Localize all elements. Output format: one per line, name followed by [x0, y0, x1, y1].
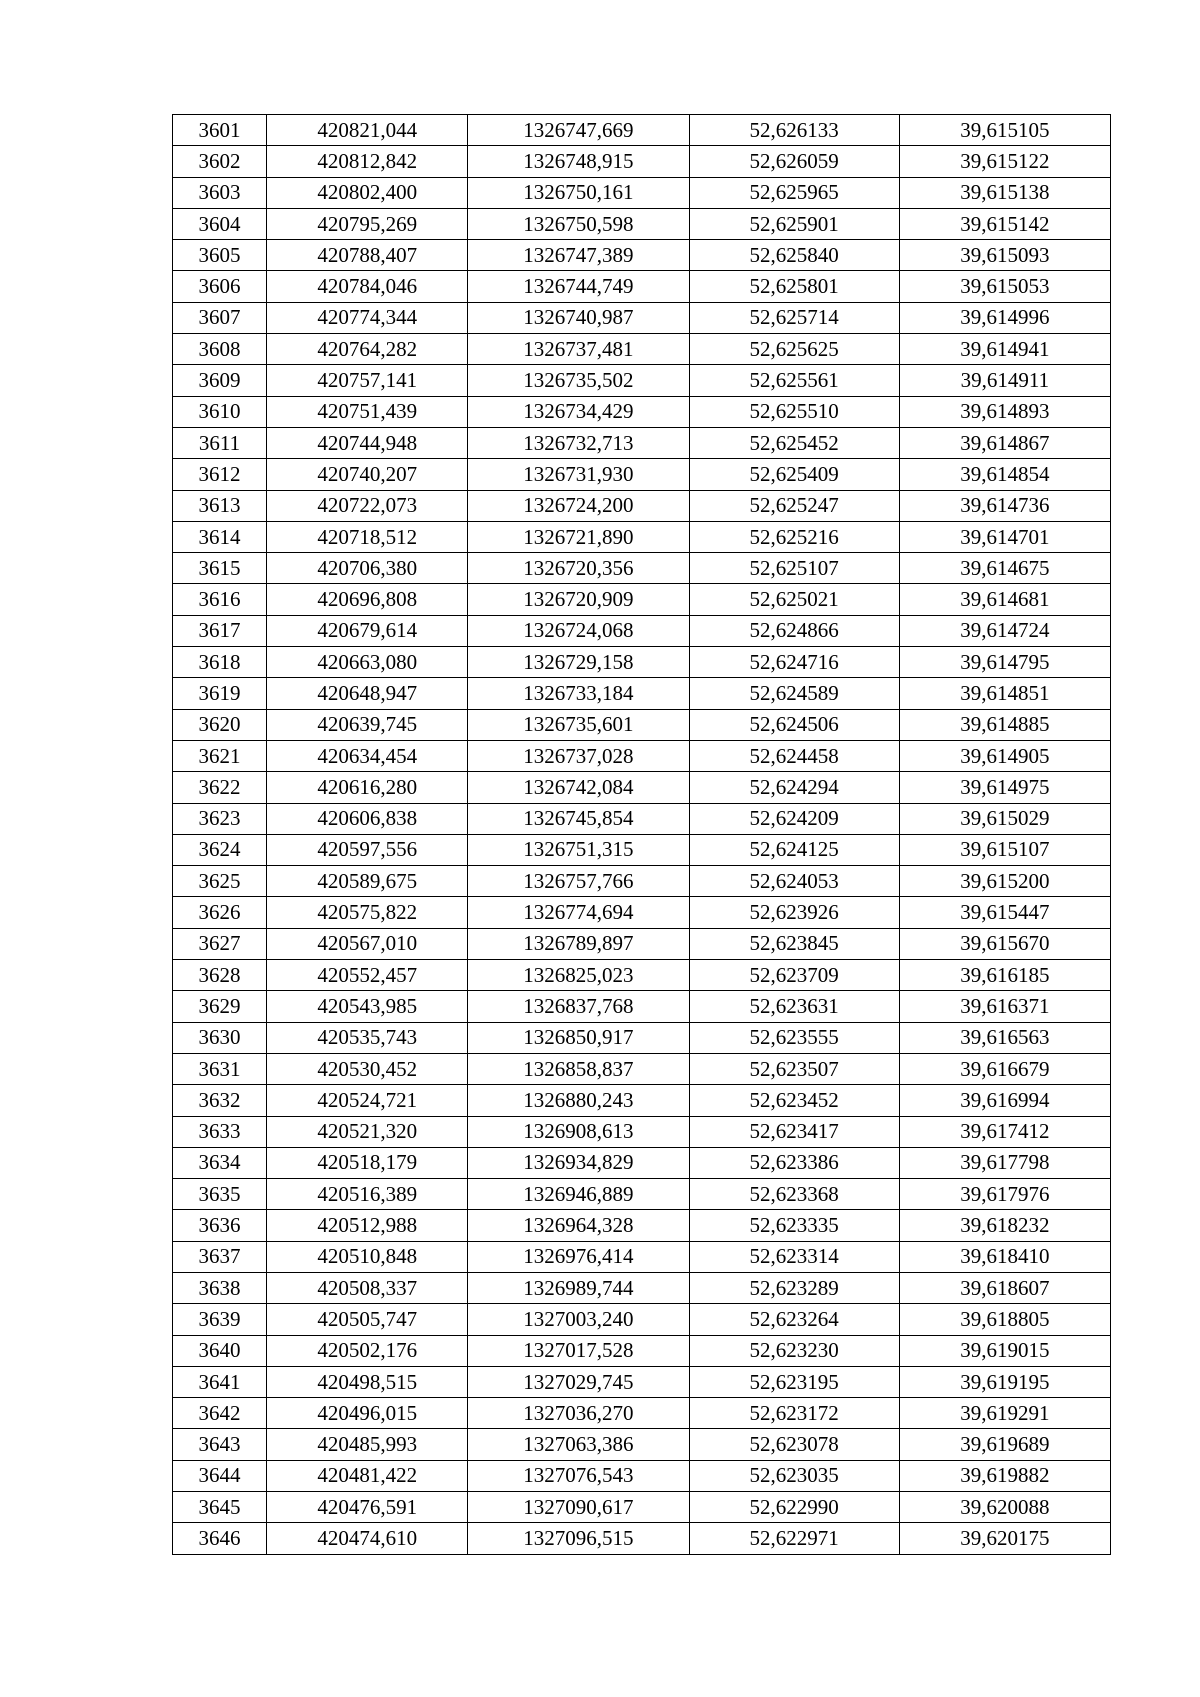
longitude-cell: 39,616185 — [899, 960, 1110, 991]
y-coordinate-cell: 1326858,837 — [468, 1053, 689, 1084]
x-coordinate-cell: 420505,747 — [267, 1304, 468, 1335]
point-number-cell: 3607 — [173, 302, 267, 333]
longitude-cell: 39,618607 — [899, 1272, 1110, 1303]
x-coordinate-cell: 420521,320 — [267, 1116, 468, 1147]
latitude-cell: 52,623507 — [689, 1053, 899, 1084]
longitude-cell: 39,614736 — [899, 490, 1110, 521]
latitude-cell: 52,624866 — [689, 615, 899, 646]
latitude-cell: 52,624053 — [689, 866, 899, 897]
x-coordinate-cell: 420496,015 — [267, 1398, 468, 1429]
longitude-cell: 39,620175 — [899, 1523, 1110, 1554]
point-number-cell: 3626 — [173, 897, 267, 928]
point-number-cell: 3645 — [173, 1492, 267, 1523]
table-row — [173, 334, 1111, 365]
latitude-cell: 52,626133 — [689, 115, 899, 146]
x-coordinate-cell: 420502,176 — [267, 1335, 468, 1366]
point-number-cell: 3631 — [173, 1053, 267, 1084]
table-row — [173, 365, 1111, 396]
table-row — [173, 240, 1111, 271]
x-coordinate-cell: 420476,591 — [267, 1492, 468, 1523]
x-coordinate-cell: 420718,512 — [267, 521, 468, 552]
x-coordinate-cell: 420788,407 — [267, 240, 468, 271]
x-coordinate-cell: 420722,073 — [267, 490, 468, 521]
y-coordinate-cell: 1326745,854 — [468, 803, 689, 834]
y-coordinate-cell: 1326724,200 — [468, 490, 689, 521]
longitude-cell: 39,614724 — [899, 615, 1110, 646]
point-number-cell: 3617 — [173, 615, 267, 646]
x-coordinate-cell: 420510,848 — [267, 1241, 468, 1272]
y-coordinate-cell: 1326724,068 — [468, 615, 689, 646]
y-coordinate-cell: 1326729,158 — [468, 647, 689, 678]
longitude-cell: 39,619015 — [899, 1335, 1110, 1366]
point-number-cell: 3619 — [173, 678, 267, 709]
longitude-cell: 39,617798 — [899, 1147, 1110, 1178]
x-coordinate-cell: 420740,207 — [267, 459, 468, 490]
point-number-cell: 3620 — [173, 709, 267, 740]
x-coordinate-cell: 420524,721 — [267, 1085, 468, 1116]
table-row — [173, 521, 1111, 552]
table-row — [173, 146, 1111, 177]
x-coordinate-cell: 420639,745 — [267, 709, 468, 740]
y-coordinate-cell: 1326744,749 — [468, 271, 689, 302]
y-coordinate-cell: 1327096,515 — [468, 1523, 689, 1554]
y-coordinate-cell: 1326976,414 — [468, 1241, 689, 1272]
y-coordinate-cell: 1326735,502 — [468, 365, 689, 396]
table-row — [173, 1429, 1111, 1460]
longitude-cell: 39,614675 — [899, 553, 1110, 584]
point-number-cell: 3632 — [173, 1085, 267, 1116]
table-row — [173, 866, 1111, 897]
x-coordinate-cell: 420530,452 — [267, 1053, 468, 1084]
point-number-cell: 3602 — [173, 146, 267, 177]
latitude-cell: 52,625714 — [689, 302, 899, 333]
y-coordinate-cell: 1326789,897 — [468, 928, 689, 959]
table-row — [173, 834, 1111, 865]
y-coordinate-cell: 1326732,713 — [468, 427, 689, 458]
x-coordinate-cell: 420795,269 — [267, 208, 468, 239]
longitude-cell: 39,615142 — [899, 208, 1110, 239]
y-coordinate-cell: 1326720,909 — [468, 584, 689, 615]
table-row — [173, 1053, 1111, 1084]
table-row — [173, 1147, 1111, 1178]
table-row — [173, 553, 1111, 584]
latitude-cell: 52,625247 — [689, 490, 899, 521]
point-number-cell: 3628 — [173, 960, 267, 991]
longitude-cell: 39,615093 — [899, 240, 1110, 271]
latitude-cell: 52,624716 — [689, 647, 899, 678]
point-number-cell: 3606 — [173, 271, 267, 302]
y-coordinate-cell: 1327017,528 — [468, 1335, 689, 1366]
table-row — [173, 1085, 1111, 1116]
x-coordinate-cell: 420634,454 — [267, 740, 468, 771]
table-row — [173, 647, 1111, 678]
y-coordinate-cell: 1326747,389 — [468, 240, 689, 271]
latitude-cell: 52,625452 — [689, 427, 899, 458]
y-coordinate-cell: 1326742,084 — [468, 772, 689, 803]
latitude-cell: 52,622971 — [689, 1523, 899, 1554]
y-coordinate-cell: 1327090,617 — [468, 1492, 689, 1523]
longitude-cell: 39,614795 — [899, 647, 1110, 678]
longitude-cell: 39,615200 — [899, 866, 1110, 897]
latitude-cell: 52,623035 — [689, 1460, 899, 1491]
latitude-cell: 52,623452 — [689, 1085, 899, 1116]
point-number-cell: 3612 — [173, 459, 267, 490]
table-row — [173, 115, 1111, 146]
point-number-cell: 3613 — [173, 490, 267, 521]
x-coordinate-cell: 420575,822 — [267, 897, 468, 928]
longitude-cell: 39,614701 — [899, 521, 1110, 552]
table-row — [173, 490, 1111, 521]
x-coordinate-cell: 420512,988 — [267, 1210, 468, 1241]
longitude-cell: 39,619689 — [899, 1429, 1110, 1460]
x-coordinate-cell: 420498,515 — [267, 1366, 468, 1397]
y-coordinate-cell: 1326850,917 — [468, 1022, 689, 1053]
latitude-cell: 52,623264 — [689, 1304, 899, 1335]
x-coordinate-cell: 420802,400 — [267, 177, 468, 208]
point-number-cell: 3643 — [173, 1429, 267, 1460]
latitude-cell: 52,625840 — [689, 240, 899, 271]
latitude-cell: 52,623845 — [689, 928, 899, 959]
y-coordinate-cell: 1326735,601 — [468, 709, 689, 740]
point-number-cell: 3627 — [173, 928, 267, 959]
y-coordinate-cell: 1327029,745 — [468, 1366, 689, 1397]
table-row — [173, 177, 1111, 208]
latitude-cell: 52,623195 — [689, 1366, 899, 1397]
latitude-cell: 52,623314 — [689, 1241, 899, 1272]
latitude-cell: 52,625965 — [689, 177, 899, 208]
point-number-cell: 3609 — [173, 365, 267, 396]
table-row — [173, 740, 1111, 771]
coordinates-table — [172, 114, 1111, 1555]
table-row — [173, 1335, 1111, 1366]
longitude-cell: 39,614905 — [899, 740, 1110, 771]
longitude-cell: 39,616371 — [899, 991, 1110, 1022]
table-row — [173, 584, 1111, 615]
x-coordinate-cell: 420485,993 — [267, 1429, 468, 1460]
table-row — [173, 1116, 1111, 1147]
longitude-cell: 39,614854 — [899, 459, 1110, 490]
x-coordinate-cell: 420616,280 — [267, 772, 468, 803]
y-coordinate-cell: 1326720,356 — [468, 553, 689, 584]
latitude-cell: 52,622990 — [689, 1492, 899, 1523]
table-row — [173, 459, 1111, 490]
longitude-cell: 39,614941 — [899, 334, 1110, 365]
x-coordinate-cell: 420508,337 — [267, 1272, 468, 1303]
longitude-cell: 39,617976 — [899, 1179, 1110, 1210]
longitude-cell: 39,615029 — [899, 803, 1110, 834]
longitude-cell: 39,617412 — [899, 1116, 1110, 1147]
y-coordinate-cell: 1327003,240 — [468, 1304, 689, 1335]
point-number-cell: 3603 — [173, 177, 267, 208]
point-number-cell: 3610 — [173, 396, 267, 427]
longitude-cell: 39,619195 — [899, 1366, 1110, 1397]
y-coordinate-cell: 1326731,930 — [468, 459, 689, 490]
y-coordinate-cell: 1326964,328 — [468, 1210, 689, 1241]
longitude-cell: 39,614851 — [899, 678, 1110, 709]
point-number-cell: 3640 — [173, 1335, 267, 1366]
longitude-cell: 39,616679 — [899, 1053, 1110, 1084]
table-row — [173, 1179, 1111, 1210]
x-coordinate-cell: 420567,010 — [267, 928, 468, 959]
longitude-cell: 39,614681 — [899, 584, 1110, 615]
table-row — [173, 1272, 1111, 1303]
y-coordinate-cell: 1326740,987 — [468, 302, 689, 333]
longitude-cell: 39,614885 — [899, 709, 1110, 740]
longitude-cell: 39,614893 — [899, 396, 1110, 427]
latitude-cell: 52,625561 — [689, 365, 899, 396]
point-number-cell: 3624 — [173, 834, 267, 865]
table-row — [173, 1398, 1111, 1429]
table-row — [173, 960, 1111, 991]
latitude-cell: 52,625510 — [689, 396, 899, 427]
y-coordinate-cell: 1326825,023 — [468, 960, 689, 991]
point-number-cell: 3611 — [173, 427, 267, 458]
x-coordinate-cell: 420696,808 — [267, 584, 468, 615]
latitude-cell: 52,623386 — [689, 1147, 899, 1178]
point-number-cell: 3622 — [173, 772, 267, 803]
x-coordinate-cell: 420784,046 — [267, 271, 468, 302]
x-coordinate-cell: 420535,743 — [267, 1022, 468, 1053]
x-coordinate-cell: 420821,044 — [267, 115, 468, 146]
x-coordinate-cell: 420663,080 — [267, 647, 468, 678]
point-number-cell: 3625 — [173, 866, 267, 897]
point-number-cell: 3642 — [173, 1398, 267, 1429]
x-coordinate-cell: 420474,610 — [267, 1523, 468, 1554]
point-number-cell: 3634 — [173, 1147, 267, 1178]
x-coordinate-cell: 420606,838 — [267, 803, 468, 834]
latitude-cell: 52,625409 — [689, 459, 899, 490]
x-coordinate-cell: 420706,380 — [267, 553, 468, 584]
x-coordinate-cell: 420516,389 — [267, 1179, 468, 1210]
latitude-cell: 52,624209 — [689, 803, 899, 834]
longitude-cell: 39,615670 — [899, 928, 1110, 959]
coordinates-table-body — [173, 115, 1111, 1555]
point-number-cell: 3608 — [173, 334, 267, 365]
x-coordinate-cell: 420543,985 — [267, 991, 468, 1022]
point-number-cell: 3614 — [173, 521, 267, 552]
table-row — [173, 1523, 1111, 1554]
longitude-cell: 39,614911 — [899, 365, 1110, 396]
table-row — [173, 772, 1111, 803]
table-row — [173, 991, 1111, 1022]
y-coordinate-cell: 1326737,028 — [468, 740, 689, 771]
y-coordinate-cell: 1326750,161 — [468, 177, 689, 208]
point-number-cell: 3639 — [173, 1304, 267, 1335]
longitude-cell: 39,615107 — [899, 834, 1110, 865]
y-coordinate-cell: 1327036,270 — [468, 1398, 689, 1429]
point-number-cell: 3635 — [173, 1179, 267, 1210]
longitude-cell: 39,619882 — [899, 1460, 1110, 1491]
table-row — [173, 615, 1111, 646]
y-coordinate-cell: 1326946,889 — [468, 1179, 689, 1210]
table-row — [173, 302, 1111, 333]
table-row — [173, 1366, 1111, 1397]
y-coordinate-cell: 1326837,768 — [468, 991, 689, 1022]
longitude-cell: 39,616563 — [899, 1022, 1110, 1053]
longitude-cell: 39,618410 — [899, 1241, 1110, 1272]
longitude-cell: 39,614975 — [899, 772, 1110, 803]
longitude-cell: 39,616994 — [899, 1085, 1110, 1116]
point-number-cell: 3644 — [173, 1460, 267, 1491]
table-row — [173, 803, 1111, 834]
point-number-cell: 3633 — [173, 1116, 267, 1147]
table-row — [173, 396, 1111, 427]
point-number-cell: 3646 — [173, 1523, 267, 1554]
y-coordinate-cell: 1326750,598 — [468, 208, 689, 239]
latitude-cell: 52,625216 — [689, 521, 899, 552]
point-number-cell: 3604 — [173, 208, 267, 239]
latitude-cell: 52,625107 — [689, 553, 899, 584]
latitude-cell: 52,625021 — [689, 584, 899, 615]
y-coordinate-cell: 1326733,184 — [468, 678, 689, 709]
point-number-cell: 3630 — [173, 1022, 267, 1053]
y-coordinate-cell: 1326880,243 — [468, 1085, 689, 1116]
latitude-cell: 52,624458 — [689, 740, 899, 771]
y-coordinate-cell: 1326989,744 — [468, 1272, 689, 1303]
y-coordinate-cell: 1327063,386 — [468, 1429, 689, 1460]
longitude-cell: 39,615122 — [899, 146, 1110, 177]
x-coordinate-cell: 420518,179 — [267, 1147, 468, 1178]
latitude-cell: 52,624506 — [689, 709, 899, 740]
y-coordinate-cell: 1326757,766 — [468, 866, 689, 897]
latitude-cell: 52,623368 — [689, 1179, 899, 1210]
table-row — [173, 271, 1111, 302]
point-number-cell: 3615 — [173, 553, 267, 584]
point-number-cell: 3636 — [173, 1210, 267, 1241]
y-coordinate-cell: 1327076,543 — [468, 1460, 689, 1491]
longitude-cell: 39,620088 — [899, 1492, 1110, 1523]
x-coordinate-cell: 420679,614 — [267, 615, 468, 646]
x-coordinate-cell: 420764,282 — [267, 334, 468, 365]
y-coordinate-cell: 1326934,829 — [468, 1147, 689, 1178]
y-coordinate-cell: 1326737,481 — [468, 334, 689, 365]
longitude-cell: 39,614996 — [899, 302, 1110, 333]
latitude-cell: 52,624125 — [689, 834, 899, 865]
y-coordinate-cell: 1326734,429 — [468, 396, 689, 427]
x-coordinate-cell: 420744,948 — [267, 427, 468, 458]
latitude-cell: 52,623289 — [689, 1272, 899, 1303]
longitude-cell: 39,615105 — [899, 115, 1110, 146]
table-row — [173, 1210, 1111, 1241]
point-number-cell: 3641 — [173, 1366, 267, 1397]
table-row — [173, 897, 1111, 928]
x-coordinate-cell: 420552,457 — [267, 960, 468, 991]
longitude-cell: 39,615138 — [899, 177, 1110, 208]
y-coordinate-cell: 1326748,915 — [468, 146, 689, 177]
latitude-cell: 52,623631 — [689, 991, 899, 1022]
latitude-cell: 52,623926 — [689, 897, 899, 928]
point-number-cell: 3618 — [173, 647, 267, 678]
latitude-cell: 52,623078 — [689, 1429, 899, 1460]
y-coordinate-cell: 1326908,613 — [468, 1116, 689, 1147]
x-coordinate-cell: 420481,422 — [267, 1460, 468, 1491]
table-row — [173, 928, 1111, 959]
latitude-cell: 52,623172 — [689, 1398, 899, 1429]
latitude-cell: 52,623335 — [689, 1210, 899, 1241]
x-coordinate-cell: 420589,675 — [267, 866, 468, 897]
latitude-cell: 52,625625 — [689, 334, 899, 365]
x-coordinate-cell: 420757,141 — [267, 365, 468, 396]
latitude-cell: 52,623709 — [689, 960, 899, 991]
table-row — [173, 1022, 1111, 1053]
table-row — [173, 208, 1111, 239]
point-number-cell: 3601 — [173, 115, 267, 146]
x-coordinate-cell: 420597,556 — [267, 834, 468, 865]
longitude-cell: 39,614867 — [899, 427, 1110, 458]
point-number-cell: 3605 — [173, 240, 267, 271]
latitude-cell: 52,623417 — [689, 1116, 899, 1147]
table-row — [173, 678, 1111, 709]
longitude-cell: 39,618232 — [899, 1210, 1110, 1241]
y-coordinate-cell: 1326721,890 — [468, 521, 689, 552]
latitude-cell: 52,623555 — [689, 1022, 899, 1053]
longitude-cell: 39,615053 — [899, 271, 1110, 302]
y-coordinate-cell: 1326751,315 — [468, 834, 689, 865]
latitude-cell: 52,624589 — [689, 678, 899, 709]
table-row — [173, 1492, 1111, 1523]
x-coordinate-cell: 420751,439 — [267, 396, 468, 427]
table-row — [173, 1241, 1111, 1272]
y-coordinate-cell: 1326747,669 — [468, 115, 689, 146]
x-coordinate-cell: 420648,947 — [267, 678, 468, 709]
latitude-cell: 52,624294 — [689, 772, 899, 803]
point-number-cell: 3616 — [173, 584, 267, 615]
latitude-cell: 52,623230 — [689, 1335, 899, 1366]
point-number-cell: 3623 — [173, 803, 267, 834]
x-coordinate-cell: 420774,344 — [267, 302, 468, 333]
latitude-cell: 52,625901 — [689, 208, 899, 239]
table-row — [173, 1460, 1111, 1491]
latitude-cell: 52,625801 — [689, 271, 899, 302]
longitude-cell: 39,615447 — [899, 897, 1110, 928]
table-row — [173, 709, 1111, 740]
point-number-cell: 3637 — [173, 1241, 267, 1272]
point-number-cell: 3638 — [173, 1272, 267, 1303]
point-number-cell: 3629 — [173, 991, 267, 1022]
latitude-cell: 52,626059 — [689, 146, 899, 177]
longitude-cell: 39,619291 — [899, 1398, 1110, 1429]
table-row — [173, 427, 1111, 458]
y-coordinate-cell: 1326774,694 — [468, 897, 689, 928]
point-number-cell: 3621 — [173, 740, 267, 771]
table-row — [173, 1304, 1111, 1335]
longitude-cell: 39,618805 — [899, 1304, 1110, 1335]
x-coordinate-cell: 420812,842 — [267, 146, 468, 177]
